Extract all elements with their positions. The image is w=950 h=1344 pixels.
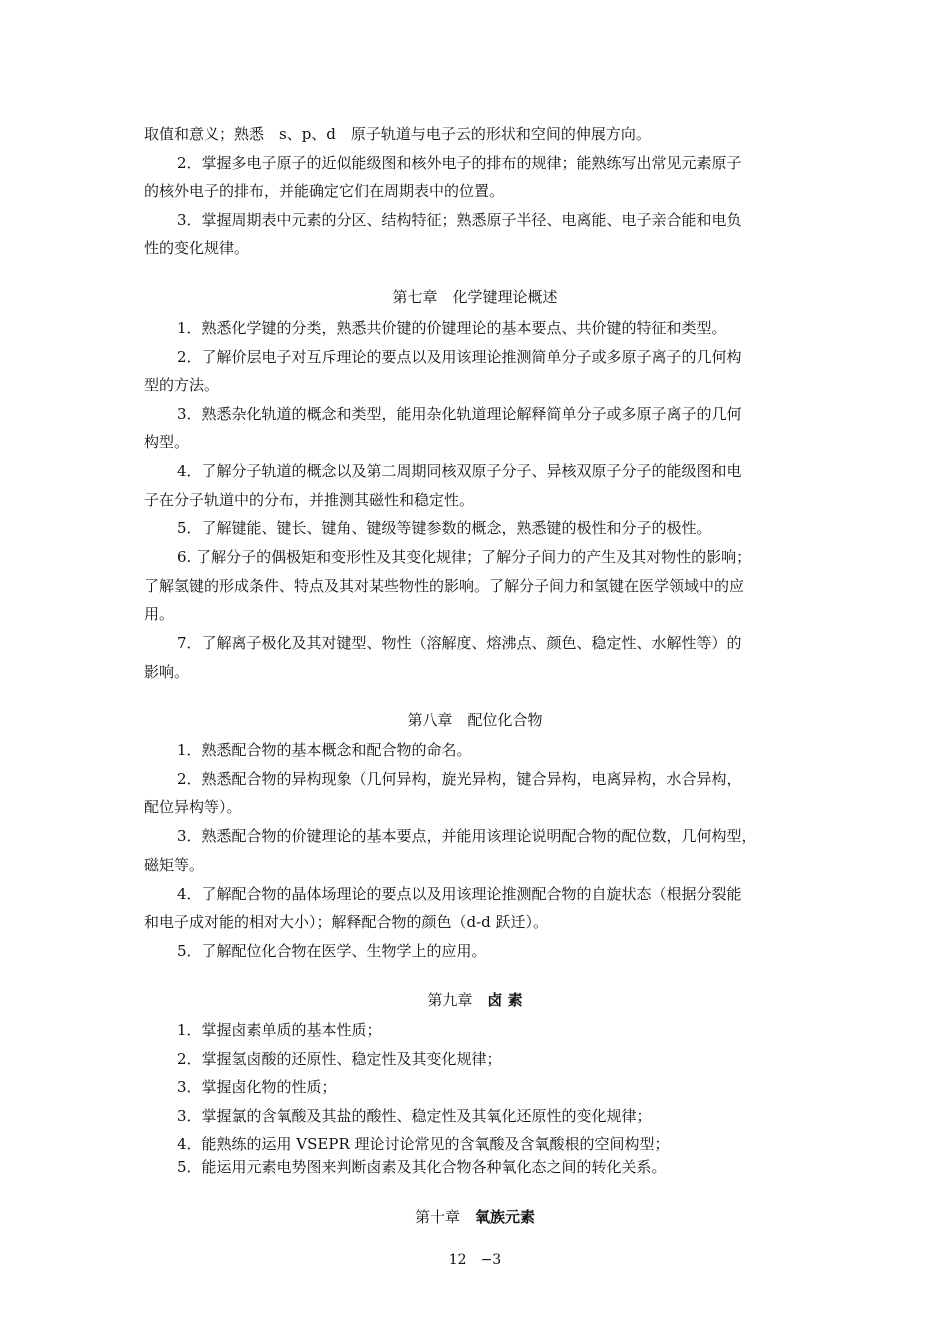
ch8-item-1: 1．熟悉配合物的基本概念和配合物的命名。: [177, 741, 472, 759]
chapter-10-title-topic: 氧族元素: [475, 1208, 536, 1226]
ch9-item-3b: 3．掌握氯的含氧酸及其盐的酸性、稳定性及其氧化还原性的变化规律；: [177, 1107, 652, 1125]
chapter-9-title: [0, 990, 950, 1010]
ch7-item-5: 5．了解键能、键长、键角、键级等键参数的概念，熟悉键的极性和分子的极性。: [177, 519, 712, 537]
ch8-item-2-line-2: 配位异构等）。: [144, 798, 242, 816]
ch7-item-4-line-2: 子在分子轨道中的分布，并推测其磁性和稳定性。: [144, 491, 475, 509]
intro-continuation: 取值和意义；熟悉 s、p、d 原子轨道与电子云的形状和空间的伸展方向。: [144, 125, 651, 143]
chapter-10-title-prefix: 第十章: [414, 1208, 475, 1226]
ch7-item-2-line-2: 型的方法。: [144, 376, 220, 394]
ch9-item-1: 1．掌握卤素单质的基本性质；: [177, 1021, 382, 1039]
ch7-item-2-line-1: 2．了解价层电子对互斥理论的要点以及用该理论推测简单分子或多原子离子的几何构: [177, 348, 742, 366]
ch7-item-4-line-1: 4．了解分子轨道的概念以及第二周期同核双原子分子、异核双原子分子的能级图和电: [177, 462, 742, 480]
ch7-item-6-line-2: 了解氢键的形成条件、特点及其对某些物性的影响。了解分子间力和氢键在医学领域中的应: [144, 577, 745, 595]
ch9-item-4: 4．能熟练的运用 VSEPR 理论讨论常见的含氧酸及含氧酸根的空间构型；: [177, 1135, 670, 1153]
ch7-item-3-line-2: 构型。: [144, 433, 190, 451]
chapter-7-title: 第七章 化学键理论概述: [392, 288, 558, 306]
ch9-item-3: 3．掌握卤化物的性质；: [177, 1078, 337, 1096]
intro-item-3-line-2: 性的变化规律。: [144, 239, 250, 257]
ch7-item-7-line-1: 7．了解离子极化及其对键型、物性（溶解度、熔沸点、颜色、稳定性、水解性等）的: [177, 634, 742, 652]
chapter-10-title: [0, 1207, 950, 1227]
ch9-item-5: 5．能运用元素电势图来判断卤素及其化合物各种氧化态之间的转化关系。: [177, 1158, 667, 1176]
ch7-item-7-line-2: 影响。: [144, 663, 190, 681]
ch7-item-3-line-1: 3．熟悉杂化轨道的概念和类型，能用杂化轨道理论解释简单分子或多原子离子的几何: [177, 405, 742, 423]
chapter-9-title-prefix: 第九章: [427, 991, 488, 1009]
page-number: 12 −3: [448, 1252, 502, 1268]
ch7-item-6-line-1: 6. 了解分子的偶极矩和变形性及其变化规律；了解分子间力的产生及其对物性的影响；: [177, 548, 752, 566]
chapter-8-title: 第八章 配位化合物: [407, 711, 543, 729]
chapter-9-title-topic: 卤 素: [487, 991, 523, 1009]
intro-item-2-line-1: 2．掌握多电子原子的近似能级图和核外电子的排布的规律；能熟练写出常见元素原子: [177, 154, 742, 172]
ch8-item-4-line-1: 4．了解配合物的晶体场理论的要点以及用该理论推测配合物的自旋状态（根据分裂能: [177, 885, 742, 903]
intro-item-2-line-2: 的核外电子的排布，并能确定它们在周期表中的位置。: [144, 182, 505, 200]
ch8-item-3-line-2: 磁矩等。: [144, 856, 205, 874]
ch8-item-5: 5．了解配位化合物在医学、生物学上的应用。: [177, 942, 487, 960]
ch8-item-3-line-1: 3．熟悉配合物的价键理论的基本要点，并能用该理论说明配合物的配位数，几何构型，: [177, 827, 757, 845]
intro-item-3-line-1: 3．掌握周期表中元素的分区、结构特征；熟悉原子半径、电离能、电子亲合能和电负: [177, 211, 742, 229]
ch8-item-2-line-1: 2．熟悉配合物的异构现象（几何异构，旋光异构，键合异构，电离异构，水合异构，: [177, 770, 742, 788]
ch9-item-2: 2．掌握氢卤酸的还原性、稳定性及其变化规律；: [177, 1050, 502, 1068]
ch7-item-6-line-3: 用。: [144, 605, 175, 623]
ch7-item-1: 1．熟悉化学键的分类，熟悉共价键的价键理论的基本要点、共价键的特征和类型。: [177, 319, 727, 337]
ch8-item-4-line-2: 和电子成对能的相对大小）；解释配合物的颜色（d-d 跃迁）。: [144, 913, 549, 931]
